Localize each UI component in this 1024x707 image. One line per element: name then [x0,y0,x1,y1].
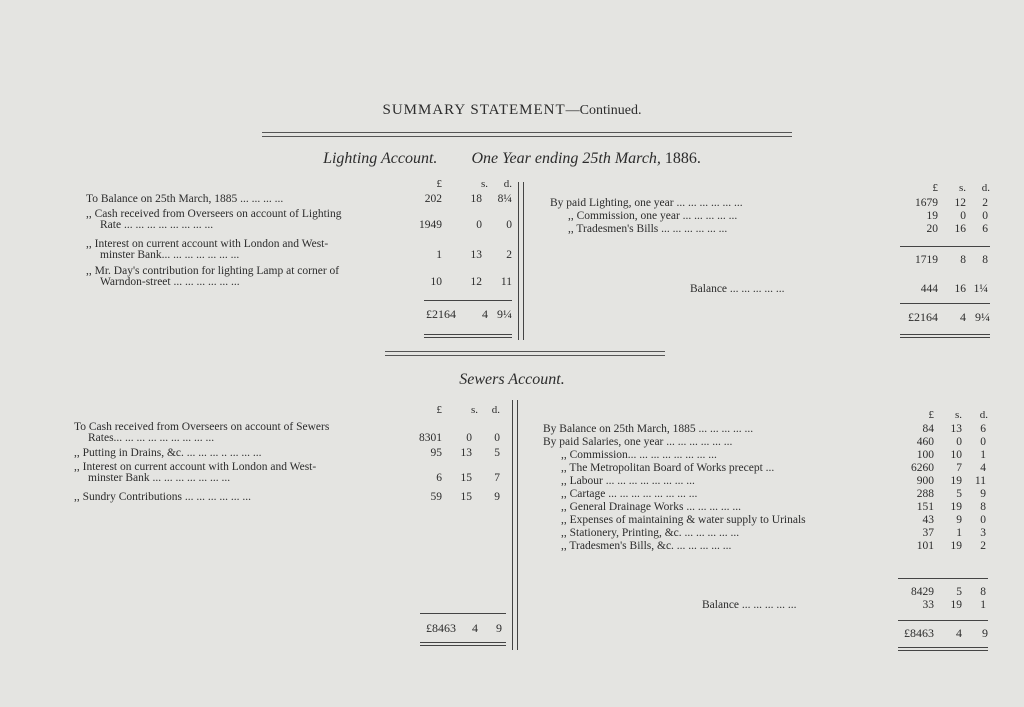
receipt-amount-l: 95 [430,447,442,459]
payment-label: ,, Tradesmen's Bills ... ... ... ... ... ... [568,223,728,235]
payment-label: ,, Tradesmen's Bills, &c. ... ... ... ... ... [561,540,732,552]
payment-label: ,, Commission, one year ... ... ... ... ... [568,210,738,222]
sewers-heading: Sewers Account. [459,371,565,388]
payment-amount-l: 84 [922,423,934,435]
payment-amount-d: 2 [982,197,988,209]
payment-amount-s: 5 [956,488,962,500]
receipt-amount-d: 8¼ [497,193,512,205]
payment-amount-s: 7 [956,462,962,474]
payment-label: ,, Expenses of maintaining & water supply to Urinals [561,514,806,526]
receipt-amount-d: 0 [494,432,500,444]
payment-label: By paid Salaries, one year ... ... ... ... ... ... [543,436,733,448]
payment-amount-l: 900 [916,475,934,487]
payment-label: ,, Cartage ... ... ... ... ... ... ... ... [561,488,698,500]
receipt-amount-l: 1 [436,249,442,261]
receipt-amount-s: 18 [470,193,482,205]
payment-label: ,, Labour ... ... ... ... ... ... ... ... [561,475,695,487]
receipt-amount-s: 15 [460,472,472,484]
payment-amount-d: 6 [980,423,986,435]
payment-amount-l: 101 [916,540,934,552]
section-rule [385,351,665,356]
payment-amount-l: 151 [916,501,934,513]
receipt-amount-s: 13 [460,447,472,459]
receipt-label: ,, Mr. Day's contribution for lighting Lamp at corner of [86,265,340,277]
payment-amount-l: 1679 [915,197,938,209]
payment-amount-s: 19 [950,540,962,552]
receipt-label: minster Bank... ... ... ... ... ... ... [100,249,240,261]
title-continued: —Continued. [565,103,642,118]
receipt-amount-l: 10 [430,276,442,288]
receipt-label: ,, Interest on current account with London and West- [86,238,329,250]
receipt-amount-d: 5 [494,447,500,459]
payment-amount-l: 100 [916,449,934,461]
sewers-divider [512,400,513,650]
payment-amount-l: 6260 [911,462,934,474]
payment-amount-s: 19 [950,475,962,487]
payment-amount-d: 0 [980,436,986,448]
receipt-label: Rate ... ... ... ... ... ... ... ... [100,219,214,231]
receipt-label: Rates... ... ... ... ... ... ... ... ... [88,432,215,444]
receipt-amount-l: 202 [424,193,442,205]
lighting-period: One Year ending 25th March, 1886. [471,150,701,167]
receipt-amount-d: 0 [506,219,512,231]
receipt-label: Warndon-street ... ... ... ... ... ... [100,276,240,288]
payment-label: By Balance on 25th March, 1885 ... ... ... ... ... [543,423,754,435]
payment-amount-s: 19 [950,501,962,513]
receipt-amount-d: 2 [506,249,512,261]
payment-amount-l: 43 [922,514,934,526]
receipt-amount-l: 6 [436,472,442,484]
receipt-label: ,, Interest on current account with London and West- [74,461,317,473]
payment-amount-s: 12 [954,197,966,209]
receipt-label: To Cash received from Overseers on account of Sewers [74,421,330,433]
receipt-amount-l: 8301 [419,432,442,444]
payment-amount-d: 0 [982,210,988,222]
lighting-heading [0,150,1024,168]
receipt-amount-s: 0 [476,219,482,231]
payment-amount-l: 288 [916,488,934,500]
payment-amount-s: 13 [950,423,962,435]
receipt-label: ,, Putting in Drains, &c. ... ... ... .. ... ... ... [74,447,262,459]
payment-amount-d: 0 [980,514,986,526]
payment-amount-s: 16 [954,223,966,235]
payment-amount-l: 20 [926,223,938,235]
receipt-amount-s: 15 [460,491,472,503]
payment-label: ,, Commission... ... ... ... ... ... ... ... [561,449,717,461]
payment-amount-s: 1 [956,527,962,539]
payment-label: ,, Stationery, Printing, &c. ... ... ... ... ... [561,527,740,539]
receipt-amount-s: 12 [470,276,482,288]
title-main: SUMMARY STATEMENT [382,102,566,118]
payment-amount-d: 6 [982,223,988,235]
payment-amount-l: 19 [926,210,938,222]
receipt-label: ,, Cash received from Overseers on account of Lighting [86,208,342,220]
payment-label: By paid Lighting, one year ... ... ... ... ... ... [550,197,743,209]
payment-amount-s: 10 [950,449,962,461]
payment-amount-d: 3 [980,527,986,539]
payment-amount-d: 2 [980,540,986,552]
receipt-amount-s: 13 [470,249,482,261]
payment-amount-s: 0 [960,210,966,222]
lighting-divider [518,182,519,340]
payment-amount-d: 11 [974,475,986,487]
receipt-amount-d: 7 [494,472,500,484]
payment-amount-d: 8 [980,501,986,513]
lighting-account-title: Lighting Account. [323,150,438,167]
payment-amount-s: 0 [956,436,962,448]
receipt-amount-d: 11 [500,276,512,288]
title-rule [262,132,792,137]
payment-amount-s: 9 [956,514,962,526]
payment-amount-d: 9 [980,488,986,500]
receipt-label: ,, Sundry Contributions ... ... ... ... ... ... [74,491,251,503]
payment-amount-d: 4 [980,462,986,474]
page-title [0,102,1024,119]
payment-label: ,, The Metropolitan Board of Works precept ... [561,462,775,474]
receipt-label: To Balance on 25th March, 1885 ... ... ... ... [86,193,284,205]
payment-amount-d: 1 [980,449,986,461]
receipt-amount-l: 59 [430,491,442,503]
payment-label: ,, General Drainage Works ... ... ... ... ... [561,501,741,513]
receipt-amount-d: 9 [494,491,500,503]
receipt-amount-l: 1949 [419,219,442,231]
payment-amount-l: 37 [922,527,934,539]
payment-amount-l: 460 [916,436,934,448]
receipt-amount-s: 0 [466,432,472,444]
receipt-label: minster Bank ... ... ... ... ... ... ... [88,472,231,484]
